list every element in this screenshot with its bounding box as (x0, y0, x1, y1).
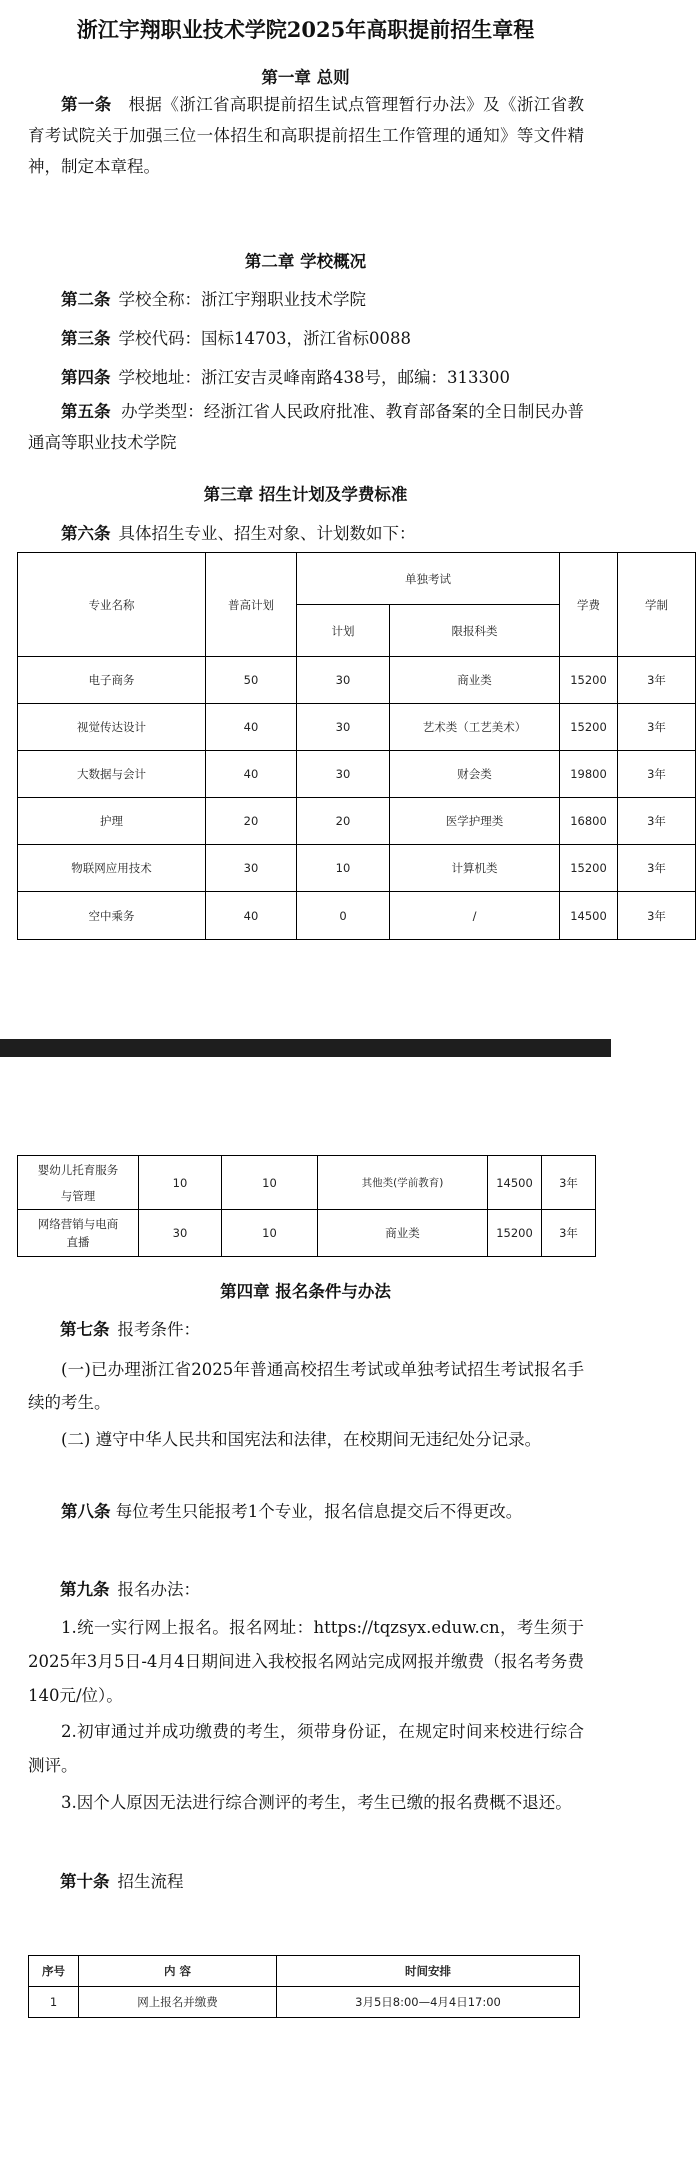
cell-plan: 10 (222, 1156, 318, 1210)
chapter-3-heading: 第三章 招生计划及学费标准 (203, 485, 408, 504)
cell-years: 3年 (542, 1210, 596, 1257)
cell-subject: / (390, 892, 560, 940)
cell-major: 护理 (18, 798, 206, 845)
cell-major (18, 1156, 139, 1210)
article-10 (60, 1868, 620, 1892)
cell-subject: 商业类 (318, 1210, 488, 1257)
cell-fee: 15200 (488, 1210, 542, 1257)
article-7-label: 第七条 (60, 1320, 110, 1339)
cell-major-line-2: 与管理 (60, 1188, 96, 1203)
cell-fee: 19800 (560, 751, 618, 798)
cell-major-line-2: 直播 (66, 1235, 90, 1249)
table-header-row (29, 1956, 580, 1987)
cell-subject: 计算机类 (390, 845, 560, 892)
cell-subject: 医学护理类 (390, 798, 560, 845)
article-6-label: 第六条 (61, 524, 111, 543)
cell-subject: 其他类(学前教育) (318, 1156, 488, 1210)
article-1-label: 第一条 (61, 95, 112, 114)
cell-subject: 商业类 (390, 657, 560, 704)
method-2: 2.初审通过并成功缴费的考生，须带身份证，在规定时间来校进行综合测评。 (28, 1722, 584, 1775)
article-4 (28, 364, 588, 388)
condition-2: (二) 遵守中华人民共和国宪法和法律，在校期间无违纪处分记录。 (61, 1430, 542, 1449)
cell-years: 3年 (618, 657, 696, 704)
cell-plan: 30 (297, 751, 390, 798)
cell-major: 空中乘务 (18, 892, 206, 940)
article-4-label: 第四条 (61, 368, 111, 387)
cell-fee: 14500 (488, 1156, 542, 1210)
cell-major (18, 1210, 139, 1257)
cell-major: 视觉传达设计 (18, 704, 206, 751)
cell-years: 3年 (618, 798, 696, 845)
cell-fee: 15200 (560, 704, 618, 751)
article-4-text: 学校地址：浙江安吉灵峰南路438号，邮编：313300 (118, 368, 510, 387)
article-7-text: 报考条件： (117, 1320, 200, 1339)
document-title: 浙江宇翔职业技术学院2025年高职提前招生章程 (76, 17, 535, 42)
table-row (18, 1210, 596, 1257)
cell-major-line-1: 网络营销与电商 (37, 1217, 119, 1231)
admission-process-table (28, 1955, 580, 2018)
cell-major: 大数据与会计 (18, 751, 206, 798)
page-separator (0, 1032, 611, 1068)
enrollment-plan-table-continued (17, 1155, 596, 1257)
article-6 (28, 520, 588, 544)
cell-plan: 10 (222, 1210, 318, 1257)
cell-general: 40 (206, 892, 297, 940)
header-plan: 计划 (297, 605, 390, 657)
article-2-label: 第二条 (61, 290, 111, 309)
cell-years: 3年 (618, 704, 696, 751)
cell-years: 3年 (618, 751, 696, 798)
header-tuition: 学费 (560, 553, 618, 657)
document-page-1 (0, 0, 668, 1032)
article-3 (28, 325, 588, 349)
table-row (18, 1156, 596, 1210)
article-5 (28, 396, 584, 458)
article-3-text: 学校代码：国标14703，浙江省标0088 (118, 329, 411, 348)
chapter-1-heading: 第一章 总则 (261, 68, 350, 87)
article-9-label: 第九条 (60, 1580, 110, 1599)
table-row (18, 845, 696, 892)
cell-subject: 艺术类（工艺美术） (390, 704, 560, 751)
article-8 (28, 1495, 584, 1528)
article-9-text: 报名办法： (117, 1580, 200, 1599)
chapter-4-heading: 第四章 报名条件与办法 (220, 1282, 391, 1301)
cell-no: 1 (29, 1987, 79, 2018)
cell-major: 电子商务 (18, 657, 206, 704)
article-5-text: 办学类型：经浙江省人民政府批准、教育部备案的全日制民办普通高等职业技术学院 (28, 402, 584, 452)
cell-content: 网上报名并缴费 (79, 1987, 277, 2018)
table-row (29, 1987, 580, 2018)
cell-general: 50 (206, 657, 297, 704)
article-2-text: 学校全称：浙江宇翔职业技术学院 (118, 290, 366, 309)
cell-major-line-1: 婴幼儿托育服务 (37, 1162, 119, 1177)
article-8-label: 第八条 (61, 1502, 111, 1521)
cell-plan: 20 (297, 798, 390, 845)
article-3-label: 第三条 (61, 329, 111, 348)
table-row (18, 751, 696, 798)
article-1-text: 根据《浙江省高职提前招生试点管理暂行办法》及《浙江省教育考试院关于加强三位一体招生和高职提前招生工作管理的通知》等文件精神，制定本章程。 (28, 95, 584, 176)
header-content: 内 容 (79, 1956, 277, 1987)
cell-fee: 14500 (560, 892, 618, 940)
cell-general: 20 (206, 798, 297, 845)
cell-general: 30 (206, 845, 297, 892)
header-subject: 限报科类 (390, 605, 560, 657)
cell-fee: 15200 (560, 657, 618, 704)
article-5-label: 第五条 (61, 402, 111, 421)
article-7 (60, 1316, 620, 1340)
cell-years: 3年 (618, 845, 696, 892)
table-row (18, 798, 696, 845)
cell-general: 40 (206, 704, 297, 751)
table-row (18, 892, 696, 940)
cell-plan: 10 (297, 845, 390, 892)
method-1: 1.统一实行网上报名。报名网址：https://tqzsyx.eduw.cn，考生须于2025年3月5日-4月4日期间进入我校报名网站完成网报并缴费（报名考务费140元/位）。 (28, 1618, 584, 1705)
document-page-2 (0, 1068, 611, 2173)
header-no: 序号 (29, 1956, 79, 1987)
cell-general: 30 (139, 1210, 222, 1257)
cell-fee: 16800 (560, 798, 618, 845)
table-row (18, 657, 696, 704)
cell-years: 3年 (618, 892, 696, 940)
article-8-text: 每位考生只能报考1个专业，报名信息提交后不得更改。 (115, 1502, 523, 1521)
cell-time: 3月5日8:00—4月4日17:00 (277, 1987, 580, 2018)
article-1 (28, 89, 584, 182)
header-general-plan: 普高计划 (206, 553, 297, 657)
cell-plan: 0 (297, 892, 390, 940)
cell-subject: 财会类 (390, 751, 560, 798)
cell-general: 40 (206, 751, 297, 798)
enrollment-plan-table (17, 552, 696, 940)
table-header-row (18, 553, 696, 605)
page-separator-bar (0, 1039, 611, 1057)
condition-1: (一)已办理浙江省2025年普通高校招生考试或单独考试招生考试报名手续的考生。 (28, 1360, 584, 1412)
header-duration: 学制 (618, 553, 696, 657)
cell-general: 10 (139, 1156, 222, 1210)
cell-fee: 15200 (560, 845, 618, 892)
cell-plan: 30 (297, 704, 390, 751)
table-row (18, 704, 696, 751)
cell-plan: 30 (297, 657, 390, 704)
article-6-text: 具体招生专业、招生对象、计划数如下： (118, 524, 416, 543)
cell-years: 3年 (542, 1156, 596, 1210)
article-10-label: 第十条 (60, 1872, 110, 1891)
header-time: 时间安排 (277, 1956, 580, 1987)
header-single-exam: 单独考试 (297, 553, 560, 605)
article-2 (28, 286, 588, 310)
article-10-text: 招生流程 (117, 1872, 184, 1891)
header-major: 专业名称 (18, 553, 206, 657)
article-9 (60, 1576, 620, 1600)
method-3: 3.因个人原因无法进行综合测评的考生，考生已缴的报名费概不退还。 (61, 1793, 572, 1812)
chapter-2-heading: 第二章 学校概况 (244, 252, 367, 271)
cell-major: 物联网应用技术 (18, 845, 206, 892)
